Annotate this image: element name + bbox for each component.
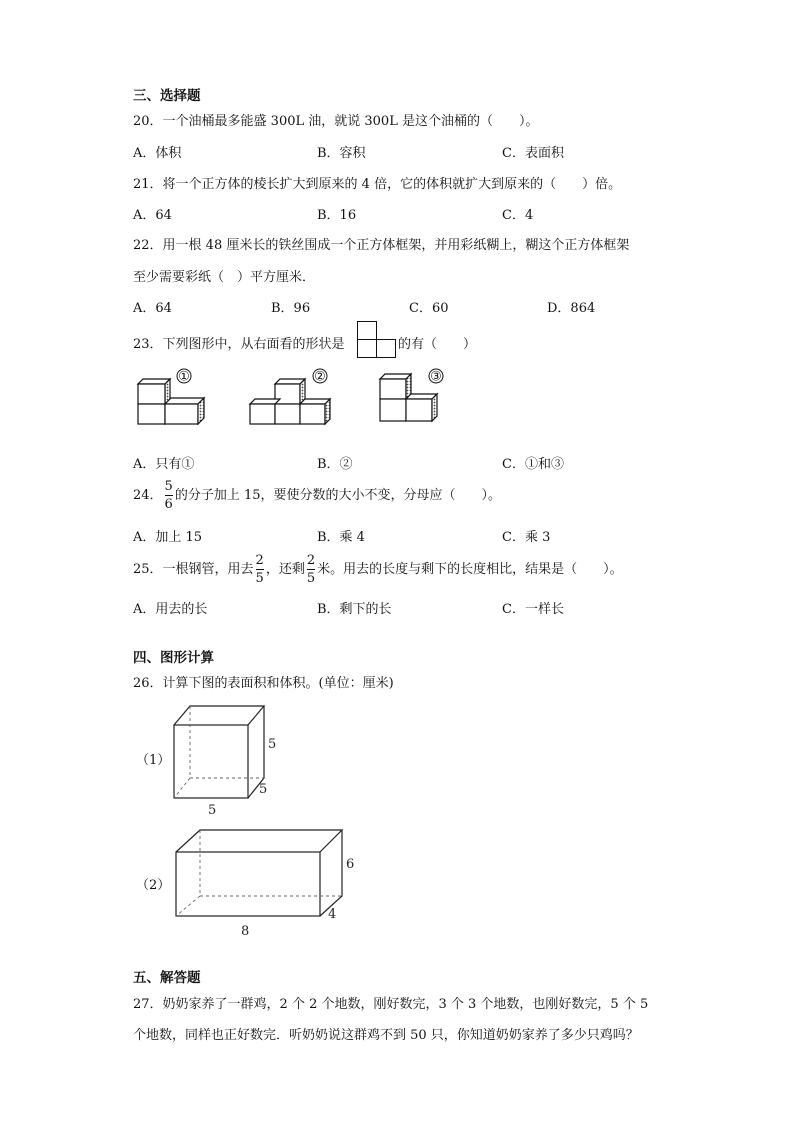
q21-option-c: C．4 (502, 208, 534, 223)
q22-option-c: C．60 (409, 301, 449, 316)
question-24 (133, 476, 501, 516)
q24-option-b: B．乘 4 (317, 530, 365, 545)
q23-option-a: A．只有① (133, 457, 195, 472)
q20-option-c: C．表面积 (502, 146, 564, 161)
figure-label-1: ① (178, 369, 190, 385)
question-25 (133, 550, 623, 590)
q21-option-a: A．64 (133, 208, 172, 223)
cube-figure-3 (380, 374, 437, 421)
question-23-prefix: 23．下列图形中，从右面看的形状是 (133, 337, 345, 352)
q24-prefix: 24． (133, 488, 163, 503)
figure-1-label: （1） (136, 753, 171, 768)
cube-figure-2 (250, 379, 330, 424)
q20-option-a: A．体积 (133, 146, 182, 161)
cuboid-height-label: 6 (346, 857, 355, 872)
fraction-numerator: 5 (164, 479, 173, 494)
q25-option-a: A．用去的长 (133, 602, 208, 617)
section-title-figure-calculation: 四、图形计算 (133, 650, 214, 666)
q25-option-c: C．一样长 (502, 602, 564, 617)
figure-label-2: ② (314, 369, 326, 385)
question-27-line1: 27．奶奶家养了一群鸡，2 个 2 个地数，刚好数完，3 个 3 个地数，也刚好数完，5 个 5 (133, 997, 649, 1012)
section-title-choice: 三、选择题 (133, 88, 201, 104)
q25-middle: ，还剩 (265, 562, 305, 577)
fraction-remaining (307, 554, 315, 585)
fraction-denominator: 6 (164, 497, 173, 512)
cuboid-diagram (170, 822, 370, 942)
fraction-denominator: 5 (255, 571, 264, 586)
q22-option-a: A．64 (133, 301, 172, 316)
cuboid-depth-label: 4 (328, 907, 337, 922)
question-23-suffix: 的有（ ） (398, 337, 477, 352)
q25-prefix: 25．一根钢管，用去 (133, 562, 254, 577)
figure-2-label: （2） (136, 878, 171, 893)
fraction-denominator: 5 (306, 571, 316, 586)
cuboid-width-label: 8 (241, 924, 250, 939)
q22-option-d: D．864 (547, 301, 596, 316)
q20-option-b: B．容积 (317, 146, 366, 161)
q24-option-a: A．加上 15 (133, 530, 203, 545)
cube-height-label: 5 (268, 737, 277, 752)
q21-option-b: B．16 (317, 208, 357, 223)
q25-suffix: 米。用去的长度与剩下的长度相比，结果是（ ）。 (317, 562, 623, 577)
cube-figure-1 (138, 379, 204, 424)
right-view-shape-icon (356, 321, 398, 359)
question-26: 26．计算下图的表面积和体积。(单位：厘米) (133, 676, 394, 691)
section-title-solve: 五、解答题 (133, 970, 201, 986)
question-21: 21．将一个正方体的棱长扩大到原来的 4 倍，它的体积就扩大到原来的（ ）倍。 (133, 177, 622, 192)
cube-diagram (168, 700, 278, 820)
q24-option-c: C．乘 3 (502, 530, 551, 545)
fraction-5-6 (165, 480, 173, 511)
fraction-used (256, 554, 264, 585)
cube-width-label: 5 (208, 803, 217, 818)
q22-option-b: B．96 (271, 301, 311, 316)
cube-figures (130, 362, 460, 434)
question-27-line2: 个地数，同样也正好数完．听奶奶说这群鸡不到 50 只，你知道奶奶家养了多少只鸡吗？ (133, 1028, 639, 1043)
fraction-numerator: 2 (306, 553, 316, 568)
q23-option-c: C．①和③ (502, 457, 564, 472)
question-22-line1: 22．用一根 48 厘米长的铁丝围成一个正方体框架，并用彩纸糊上，糊这个正方体框架 (133, 238, 630, 253)
q24-suffix: 的分子加上 15，要使分数的大小不变，分母应（ ）。 (174, 488, 502, 503)
q23-option-b: B．② (317, 457, 353, 472)
question-22-line2: 至少需要彩纸（ ）平方厘米． (133, 270, 316, 285)
cube-depth-label: 5 (259, 782, 268, 797)
figure-label-3: ③ (430, 369, 442, 385)
q25-option-b: B．剩下的长 (317, 602, 392, 617)
fraction-numerator: 2 (255, 553, 264, 568)
question-20: 20．一个油桶最多能盛 300L 油，就说 300L 是这个油桶的（ ）。 (133, 114, 539, 129)
